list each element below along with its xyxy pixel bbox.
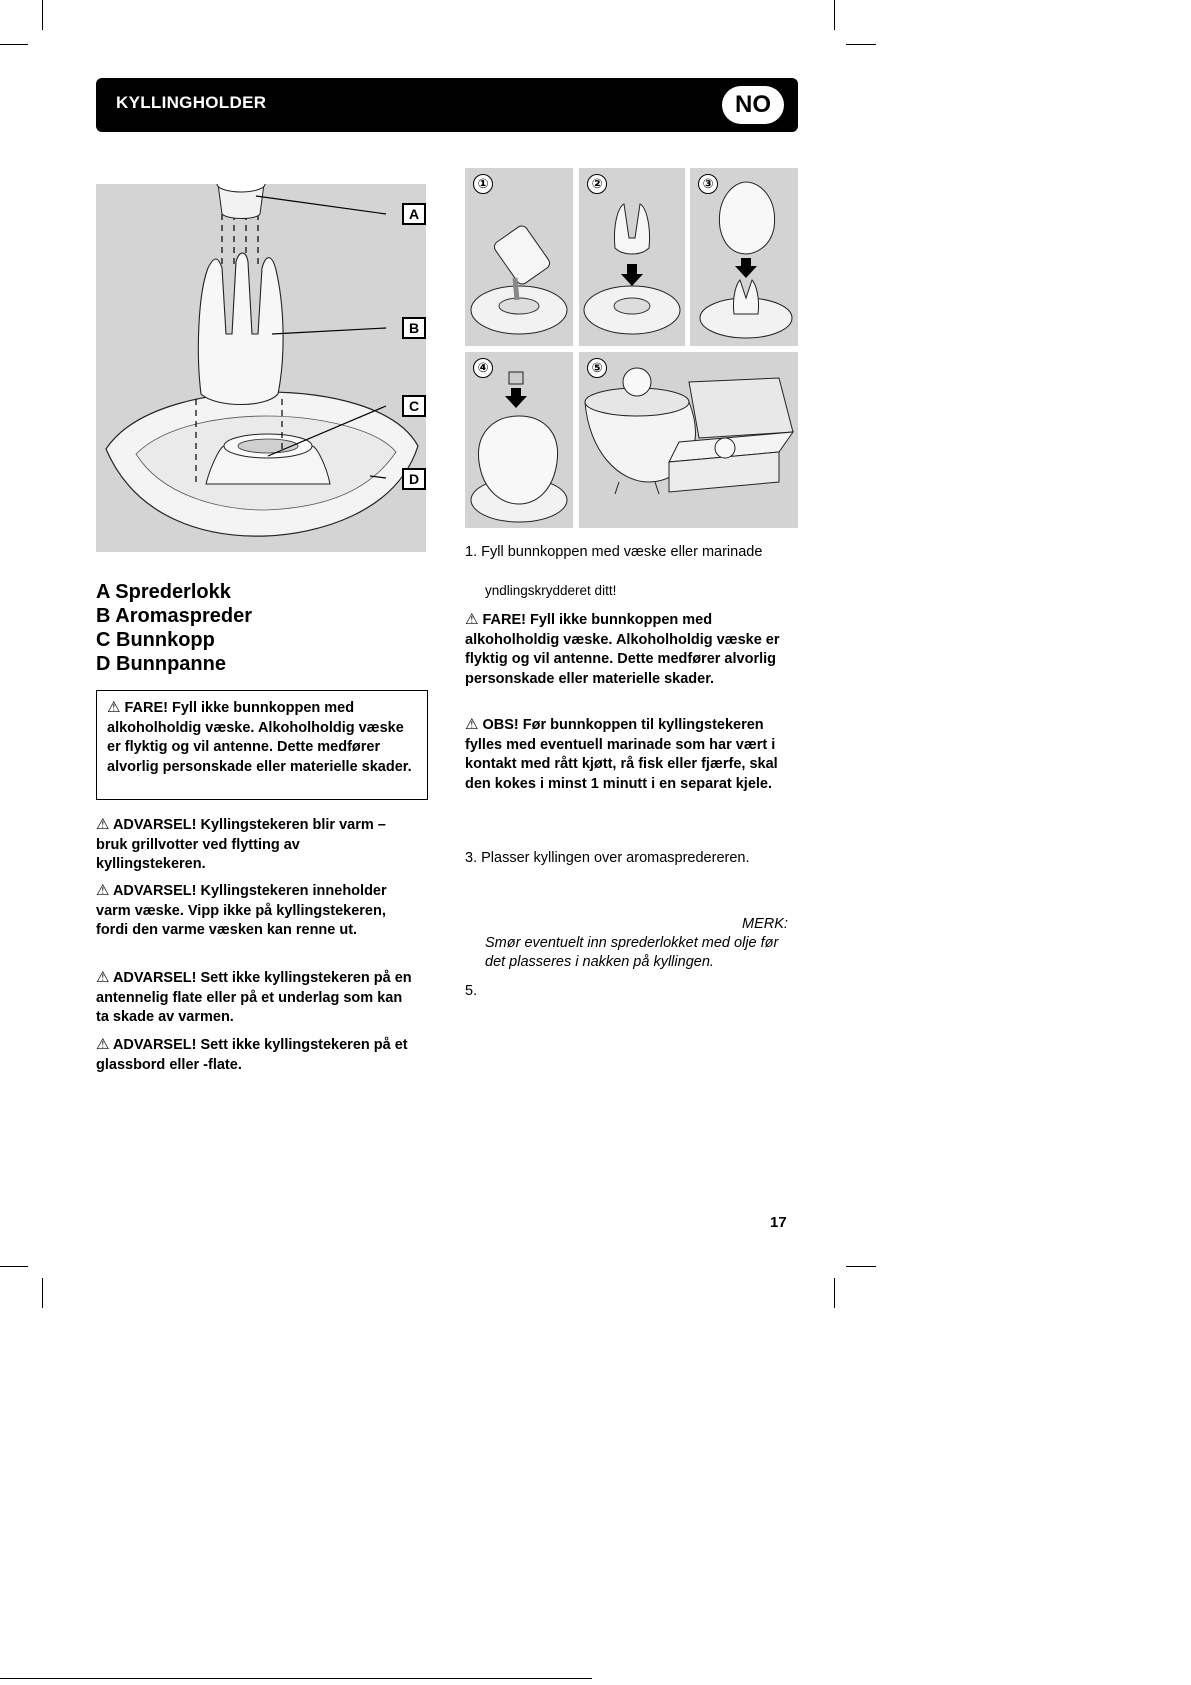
warning-triangle-icon: ⚠ [96, 1036, 110, 1053]
note-text: Smør eventuelt inn sprederlokket med olje før det plasseres i nakken på kyllingen. [485, 935, 779, 970]
warning-head: FARE! [482, 612, 526, 628]
part-item: D Bunnpanne [96, 653, 226, 675]
callout-b: B [402, 317, 426, 339]
warning-head: ADVARSEL! [112, 817, 197, 833]
advarsel-warning-2 [96, 881, 412, 941]
warning-body: Sett ikke kyllingstekeren på et glassbord eller -flate. [96, 1037, 408, 1073]
callout-a: A [402, 203, 426, 225]
section-title: KYLLINGHOLDER [116, 93, 267, 112]
advarsel-warning-1 [96, 815, 412, 875]
warning-head: OBS! [482, 717, 519, 733]
warning-head: ADVARSEL! [112, 970, 197, 986]
advarsel-warning-3 [96, 968, 412, 1028]
crop-mark [834, 1278, 835, 1308]
step-panel-4 [465, 352, 573, 528]
language-badge: NO [722, 86, 784, 124]
warning-body: Kyllingstekeren inneholder varm væske. Vipp ikke på kyllingstekeren, fordi den varme væsken kan renne ut. [96, 883, 387, 938]
exploded-view-illustration [96, 184, 426, 552]
step-5-text: 5. [465, 983, 478, 999]
warning-triangle-icon: ⚠ [465, 716, 479, 733]
step-panel-2 [579, 168, 685, 346]
crop-mark [42, 1278, 43, 1308]
step-number: ③ [698, 174, 718, 194]
part-item: B Aromaspreder [96, 605, 252, 627]
warning-body: Sett ikke kyllingstekeren på en antennelig flate eller på et underlag som kan ta skade av varmen. [96, 970, 412, 1025]
crop-mark [846, 1266, 876, 1267]
right-danger-warning [465, 610, 799, 689]
warning-head: ADVARSEL! [112, 883, 197, 899]
crop-mark [834, 0, 835, 30]
part-item: A Sprederlokk [96, 581, 231, 603]
warning-body: Før bunnkoppen til kyllingstekeren fylles med eventuell marinade som har vært i kontakt med rått kjøtt, rå fisk eller fjærfe, skal den kokes i minst 1 minutt i en separat kjele. [465, 717, 778, 792]
step-panel-3 [690, 168, 798, 346]
warning-body: Kyllingstekeren blir varm – bruk grillvotter ved flytting av kyllingstekeren. [96, 817, 386, 872]
warning-triangle-icon: ⚠ [107, 699, 121, 716]
part-item: C Bunnkopp [96, 629, 215, 651]
grill-placement-illustration [579, 352, 798, 528]
step-1-text: 1. Fyll bunnkoppen med væske eller marinade [465, 544, 763, 560]
step-number: ④ [473, 358, 493, 378]
step-number: ⑤ [587, 358, 607, 378]
warning-triangle-icon: ⚠ [96, 969, 110, 986]
place-chicken-illustration [690, 168, 798, 346]
crop-mark [42, 0, 43, 30]
warning-head: FARE! [124, 700, 168, 716]
step-1-continuation: yndlingskrydderet ditt! [485, 583, 617, 598]
exploded-view-figure [96, 184, 426, 552]
page-number: 17 [770, 1214, 787, 1231]
insert-lid-illustration [465, 352, 573, 528]
crop-mark [0, 44, 28, 45]
advarsel-warning-4 [96, 1035, 412, 1075]
warning-head: ADVARSEL! [112, 1037, 197, 1053]
step-number: ① [473, 174, 493, 194]
insert-spreader-illustration [579, 168, 685, 346]
warning-triangle-icon: ⚠ [465, 611, 479, 628]
step-3-text: 3. Plasser kyllingen over aromaspredereren. [465, 850, 750, 866]
callout-c: C [402, 395, 426, 417]
callout-d: D [402, 468, 426, 490]
note-label: MERK: [742, 916, 788, 932]
obs-warning [465, 715, 799, 794]
step-number: ② [587, 174, 607, 194]
crop-mark [0, 1266, 28, 1267]
step-panel-1 [465, 168, 573, 346]
parts-list [96, 580, 252, 676]
warning-box [96, 690, 428, 800]
warning-triangle-icon: ⚠ [96, 882, 110, 899]
bottom-rule [0, 1678, 592, 1679]
warning-body: Fyll ikke bunnkoppen med alkoholholdig væske. Alkoholholdig væske er flyktig og vil antenne. Dette medfører alvorlig personskade eller materielle skader. [465, 612, 780, 687]
warning-body: Fyll ikke bunnkoppen med alkoholholdig væske. Alkoholholdig væske er flyktig og vil antenne. Dette medfører alvorlig personskade eller materielle skader. [107, 700, 412, 775]
warning-triangle-icon: ⚠ [96, 816, 110, 833]
section-header [96, 78, 798, 132]
danger-warning [107, 698, 417, 777]
crop-mark [846, 44, 876, 45]
pour-liquid-illustration [465, 168, 573, 346]
step-panel-5 [579, 352, 798, 528]
